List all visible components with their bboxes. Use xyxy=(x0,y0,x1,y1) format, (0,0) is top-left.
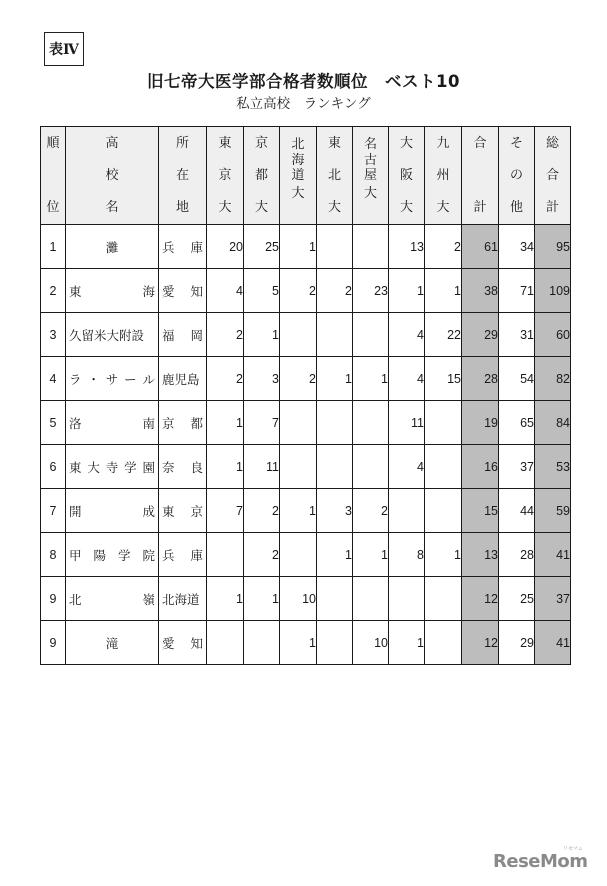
table-row xyxy=(41,533,571,577)
other-cell: 34 xyxy=(499,225,535,269)
resemom-logo: ReseMom xyxy=(493,851,588,872)
subtotal-cell: 19 xyxy=(462,401,499,445)
kyushu-cell: 22 xyxy=(425,313,462,357)
nagoya-cell: 1 xyxy=(353,533,389,577)
kyushu-cell xyxy=(425,577,462,621)
subtotal-cell: 38 xyxy=(462,269,499,313)
header-char: 道 xyxy=(291,168,305,183)
header-char: 位 xyxy=(46,200,60,215)
header-char: 所 xyxy=(175,136,189,151)
column-header-kyoto xyxy=(244,127,280,225)
rank-cell: 5 xyxy=(41,401,66,445)
rank-cell: 6 xyxy=(41,445,66,489)
header-char: 屋 xyxy=(363,168,377,183)
total-cell: 41 xyxy=(535,621,571,665)
tokyo-cell: 20 xyxy=(207,225,244,269)
column-header-pref xyxy=(159,127,207,225)
hokkaido-cell: 1 xyxy=(280,489,317,533)
osaka-cell: 11 xyxy=(389,401,425,445)
other-cell: 37 xyxy=(499,445,535,489)
header-char: 大 xyxy=(399,200,413,215)
total-cell: 60 xyxy=(535,313,571,357)
total-cell: 59 xyxy=(535,489,571,533)
rank-cell: 1 xyxy=(41,225,66,269)
header-char: 大 xyxy=(254,200,268,215)
school-cell: 甲 陽 学 院 xyxy=(66,533,159,577)
tohoku-cell: 1 xyxy=(317,533,353,577)
header-char: 合 xyxy=(473,136,487,151)
nagoya-cell xyxy=(353,401,389,445)
osaka-cell xyxy=(389,577,425,621)
tohoku-cell: 1 xyxy=(317,357,353,401)
hokkaido-cell: 2 xyxy=(280,357,317,401)
column-header-subtotal xyxy=(462,127,499,225)
subtotal-cell: 16 xyxy=(462,445,499,489)
header-char: 海 xyxy=(291,152,305,168)
kyushu-cell: 15 xyxy=(425,357,462,401)
osaka-cell: 4 xyxy=(389,357,425,401)
header-char: 都 xyxy=(254,168,268,183)
nagoya-cell: 1 xyxy=(353,357,389,401)
header-char: 大 xyxy=(291,185,305,201)
nagoya-cell xyxy=(353,225,389,269)
nagoya-cell xyxy=(353,577,389,621)
other-cell: 44 xyxy=(499,489,535,533)
column-header-kyushu xyxy=(425,127,462,225)
school-cell: 久留米大附設 xyxy=(66,313,159,357)
other-cell: 29 xyxy=(499,621,535,665)
rank-cell: 9 xyxy=(41,621,66,665)
tokyo-cell xyxy=(207,533,244,577)
school-cell: 洛 南 xyxy=(66,401,159,445)
hokkaido-cell xyxy=(280,401,317,445)
column-header-hokkaido xyxy=(280,127,317,225)
school-cell: 灘 xyxy=(66,225,159,269)
total-cell: 109 xyxy=(535,269,571,313)
header-char: 京 xyxy=(218,168,232,183)
prefecture-cell: 兵 庫 xyxy=(159,225,207,269)
school-cell: ラ ・ サ ー ル xyxy=(66,357,159,401)
header-char: 順 xyxy=(46,136,60,151)
subtotal-cell: 13 xyxy=(462,533,499,577)
prefecture-cell: 東 京 xyxy=(159,489,207,533)
other-cell: 25 xyxy=(499,577,535,621)
header-char: 地 xyxy=(175,200,189,215)
header-char: 古 xyxy=(363,152,377,168)
header-char: 東 xyxy=(327,136,341,151)
column-header-tokyo xyxy=(207,127,244,225)
hokkaido-cell: 10 xyxy=(280,577,317,621)
school-cell: 東 大 寺 学 園 xyxy=(66,445,159,489)
header-char: 大 xyxy=(399,136,413,151)
prefecture-cell: 北海道 xyxy=(159,577,207,621)
rank-cell: 2 xyxy=(41,269,66,313)
table-row xyxy=(41,269,571,313)
other-cell: 54 xyxy=(499,357,535,401)
header-char: 在 xyxy=(175,168,189,183)
nagoya-cell: 2 xyxy=(353,489,389,533)
subtotal-cell: 15 xyxy=(462,489,499,533)
tohoku-cell xyxy=(317,445,353,489)
header-char: 大 xyxy=(363,185,377,201)
subtotal-cell: 28 xyxy=(462,357,499,401)
kyoto-cell: 5 xyxy=(244,269,280,313)
prefecture-cell: 兵 庫 xyxy=(159,533,207,577)
tohoku-cell xyxy=(317,401,353,445)
kyoto-cell: 2 xyxy=(244,489,280,533)
kyushu-cell: 1 xyxy=(425,533,462,577)
header-char: 総 xyxy=(545,136,559,151)
header-row xyxy=(41,127,571,225)
prefecture-cell: 愛 知 xyxy=(159,269,207,313)
subtotal-cell: 12 xyxy=(462,621,499,665)
subtotal-cell: 12 xyxy=(462,577,499,621)
tokyo-cell: 4 xyxy=(207,269,244,313)
header-char: 校 xyxy=(105,168,119,183)
header-char: 九 xyxy=(436,136,450,151)
header-char: 大 xyxy=(436,200,450,215)
table-row xyxy=(41,313,571,357)
other-cell: 71 xyxy=(499,269,535,313)
kyoto-cell: 25 xyxy=(244,225,280,269)
header-char: 大 xyxy=(327,200,341,215)
header-char: 計 xyxy=(473,200,487,215)
page-subtitle: 私立高校 ランキング xyxy=(236,96,371,112)
other-cell: 28 xyxy=(499,533,535,577)
header-char: 計 xyxy=(545,200,559,215)
subtotal-cell: 61 xyxy=(462,225,499,269)
column-header-school xyxy=(66,127,159,225)
tohoku-cell: 2 xyxy=(317,269,353,313)
other-cell: 31 xyxy=(499,313,535,357)
school-cell: 開 成 xyxy=(66,489,159,533)
rank-cell: 3 xyxy=(41,313,66,357)
header-char: 他 xyxy=(509,200,523,215)
rank-cell: 7 xyxy=(41,489,66,533)
hokkaido-cell xyxy=(280,533,317,577)
prefecture-cell: 愛 知 xyxy=(159,621,207,665)
tohoku-cell xyxy=(317,225,353,269)
hokkaido-cell: 2 xyxy=(280,269,317,313)
table-row xyxy=(41,357,571,401)
total-cell: 41 xyxy=(535,533,571,577)
tohoku-cell xyxy=(317,313,353,357)
header-char: そ xyxy=(509,136,523,151)
kyushu-cell xyxy=(425,445,462,489)
column-header-total xyxy=(535,127,571,225)
hokkaido-cell xyxy=(280,313,317,357)
table-label: 表Ⅳ xyxy=(44,32,84,66)
nagoya-cell xyxy=(353,445,389,489)
kyushu-cell: 1 xyxy=(425,269,462,313)
table-row xyxy=(41,489,571,533)
kyoto-cell: 1 xyxy=(244,577,280,621)
header-char: 州 xyxy=(436,168,450,183)
table-row xyxy=(41,225,571,269)
total-cell: 84 xyxy=(535,401,571,445)
rank-cell: 9 xyxy=(41,577,66,621)
other-cell: 65 xyxy=(499,401,535,445)
header-char: 名 xyxy=(105,200,119,215)
column-header-tohoku xyxy=(317,127,353,225)
subtotal-cell: 29 xyxy=(462,313,499,357)
kyoto-cell: 11 xyxy=(244,445,280,489)
header-char: 北 xyxy=(291,137,305,152)
kyoto-cell: 1 xyxy=(244,313,280,357)
table-row xyxy=(41,401,571,445)
table-row xyxy=(41,577,571,621)
nagoya-cell: 10 xyxy=(353,621,389,665)
kyoto-cell: 2 xyxy=(244,533,280,577)
osaka-cell: 4 xyxy=(389,445,425,489)
header-char: 名 xyxy=(363,137,377,152)
kyoto-cell: 7 xyxy=(244,401,280,445)
hokkaido-cell: 1 xyxy=(280,225,317,269)
page-title: 旧七帝大医学部合格者数順位 ベスト10 xyxy=(147,72,460,91)
prefecture-cell: 鹿児島 xyxy=(159,357,207,401)
school-cell: 北 嶺 xyxy=(66,577,159,621)
tokyo-cell: 2 xyxy=(207,357,244,401)
kyushu-cell xyxy=(425,489,462,533)
total-cell: 37 xyxy=(535,577,571,621)
ranking-table xyxy=(40,126,571,665)
tokyo-cell: 1 xyxy=(207,445,244,489)
tohoku-cell xyxy=(317,621,353,665)
total-cell: 95 xyxy=(535,225,571,269)
rank-cell: 8 xyxy=(41,533,66,577)
school-cell: 滝 xyxy=(66,621,159,665)
prefecture-cell: 京 都 xyxy=(159,401,207,445)
table-body xyxy=(41,225,571,665)
column-header-osaka xyxy=(389,127,425,225)
header-char: の xyxy=(509,168,523,183)
tokyo-cell: 7 xyxy=(207,489,244,533)
kyushu-cell xyxy=(425,621,462,665)
osaka-cell: 4 xyxy=(389,313,425,357)
kyushu-cell xyxy=(425,401,462,445)
header-char: 合 xyxy=(545,168,559,183)
header-char: 京 xyxy=(254,136,268,151)
header-char: 北 xyxy=(327,168,341,183)
tokyo-cell xyxy=(207,621,244,665)
table-row xyxy=(41,621,571,665)
osaka-cell: 1 xyxy=(389,269,425,313)
column-header-other xyxy=(499,127,535,225)
nagoya-cell: 23 xyxy=(353,269,389,313)
rank-cell: 4 xyxy=(41,357,66,401)
tokyo-cell: 1 xyxy=(207,577,244,621)
kyoto-cell: 3 xyxy=(244,357,280,401)
osaka-cell xyxy=(389,489,425,533)
column-header-rank xyxy=(41,127,66,225)
osaka-cell: 1 xyxy=(389,621,425,665)
hokkaido-cell: 1 xyxy=(280,621,317,665)
total-cell: 53 xyxy=(535,445,571,489)
header-char: 阪 xyxy=(399,168,413,183)
hokkaido-cell xyxy=(280,445,317,489)
osaka-cell: 13 xyxy=(389,225,425,269)
header-char: 高 xyxy=(105,136,119,151)
school-cell: 東 海 xyxy=(66,269,159,313)
total-cell: 82 xyxy=(535,357,571,401)
osaka-cell: 8 xyxy=(389,533,425,577)
tokyo-cell: 1 xyxy=(207,401,244,445)
table-row xyxy=(41,445,571,489)
resemom-logo-sub: リセマム xyxy=(563,846,583,852)
tokyo-cell: 2 xyxy=(207,313,244,357)
header-char: 東 xyxy=(218,136,232,151)
kyoto-cell xyxy=(244,621,280,665)
nagoya-cell xyxy=(353,313,389,357)
kyushu-cell: 2 xyxy=(425,225,462,269)
column-header-nagoya xyxy=(353,127,389,225)
header-char: 大 xyxy=(218,200,232,215)
tohoku-cell: 3 xyxy=(317,489,353,533)
prefecture-cell: 福 岡 xyxy=(159,313,207,357)
tohoku-cell xyxy=(317,577,353,621)
prefecture-cell: 奈 良 xyxy=(159,445,207,489)
